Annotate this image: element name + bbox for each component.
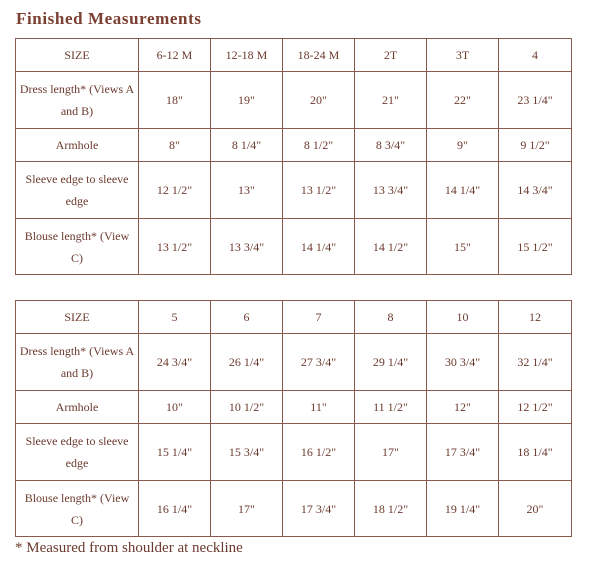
table-cell: 12 1/2": [499, 391, 572, 424]
table-row-armhole: [16, 391, 572, 424]
row-label: Dress length* (Views A and B): [16, 72, 139, 129]
header-cell: 2T: [355, 39, 427, 72]
header-cell-size: SIZE: [16, 39, 139, 72]
table-cell: 10 1/2": [211, 391, 283, 424]
table-cell: 26 1/4": [211, 334, 283, 391]
header-cell: 10: [427, 301, 499, 334]
table-cell: 8 1/4": [211, 129, 283, 162]
table-cell: 32 1/4": [499, 334, 572, 391]
table-row-dress-length: [16, 72, 572, 129]
table-cell: 22": [427, 72, 499, 129]
row-label: Blouse length* (View C): [16, 219, 139, 275]
table-cell: 17 3/4": [427, 424, 499, 481]
table-row-blouse-length: [16, 219, 572, 275]
table-row-sleeve-edge: [16, 162, 572, 219]
table-cell: 12": [427, 391, 499, 424]
table-cell: 12 1/2": [139, 162, 211, 219]
table-cell: 13 1/2": [283, 162, 355, 219]
table-cell: 13 1/2": [139, 219, 211, 275]
header-cell: 4: [499, 39, 572, 72]
table-cell: 23 1/4": [499, 72, 572, 129]
table-cell: 17": [211, 481, 283, 537]
measurements-table-2: [15, 300, 572, 537]
table-row-armhole: [16, 129, 572, 162]
table-cell: 21": [355, 72, 427, 129]
table-cell: 13 3/4": [355, 162, 427, 219]
table-cell: 20": [499, 481, 572, 537]
header-cell: 6: [211, 301, 283, 334]
row-label: Blouse length* (View C): [16, 481, 139, 537]
table-cell: 9": [427, 129, 499, 162]
table-cell: 18 1/2": [355, 481, 427, 537]
table-cell: 19": [211, 72, 283, 129]
header-cell: 7: [283, 301, 355, 334]
row-label: Armhole: [16, 129, 139, 162]
table-row-dress-length: [16, 334, 572, 391]
table-cell: 14 1/2": [355, 219, 427, 275]
table-cell: 17": [355, 424, 427, 481]
header-cell-size: SIZE: [16, 301, 139, 334]
table-cell: 18 1/4": [499, 424, 572, 481]
table-cell: 24 3/4": [139, 334, 211, 391]
table-cell: 10": [139, 391, 211, 424]
table-cell: 14 1/4": [427, 162, 499, 219]
header-cell: 5: [139, 301, 211, 334]
footnote: * Measured from shoulder at neckline: [15, 540, 243, 556]
table-cell: 14 3/4": [499, 162, 572, 219]
table-cell: 14 1/4": [283, 219, 355, 275]
table-cell: 18": [139, 72, 211, 129]
table-cell: 20": [283, 72, 355, 129]
page-title: Finished Measurements: [16, 9, 202, 28]
header-cell: 12: [499, 301, 572, 334]
table-cell: 8 1/2": [283, 129, 355, 162]
row-label: Sleeve edge to sleeve edge: [16, 424, 139, 481]
table-cell: 11": [283, 391, 355, 424]
table-cell: 19 1/4": [427, 481, 499, 537]
table-cell: 9 1/2": [499, 129, 572, 162]
measurements-table-1: [15, 38, 572, 275]
header-cell: 8: [355, 301, 427, 334]
table-cell: 16 1/2": [283, 424, 355, 481]
row-label: Sleeve edge to sleeve edge: [16, 162, 139, 219]
row-label: Dress length* (Views A and B): [16, 334, 139, 391]
table-header-row: [16, 39, 572, 72]
table-row-blouse-length: [16, 481, 572, 537]
table-cell: 17 3/4": [283, 481, 355, 537]
table-cell: 8 3/4": [355, 129, 427, 162]
table-cell: 8": [139, 129, 211, 162]
header-cell: 3T: [427, 39, 499, 72]
table-cell: 15": [427, 219, 499, 275]
table-cell: 30 3/4": [427, 334, 499, 391]
table-cell: 11 1/2": [355, 391, 427, 424]
header-cell: 12-18 M: [211, 39, 283, 72]
table-header-row: [16, 301, 572, 334]
table-cell: 29 1/4": [355, 334, 427, 391]
table-row-sleeve-edge: [16, 424, 572, 481]
table-cell: 15 3/4": [211, 424, 283, 481]
table-cell: 15 1/4": [139, 424, 211, 481]
row-label: Armhole: [16, 391, 139, 424]
table-cell: 16 1/4": [139, 481, 211, 537]
header-cell: 6-12 M: [139, 39, 211, 72]
table-cell: 13 3/4": [211, 219, 283, 275]
table-cell: 13": [211, 162, 283, 219]
header-cell: 18-24 M: [283, 39, 355, 72]
table-cell: 15 1/2": [499, 219, 572, 275]
table-cell: 27 3/4": [283, 334, 355, 391]
